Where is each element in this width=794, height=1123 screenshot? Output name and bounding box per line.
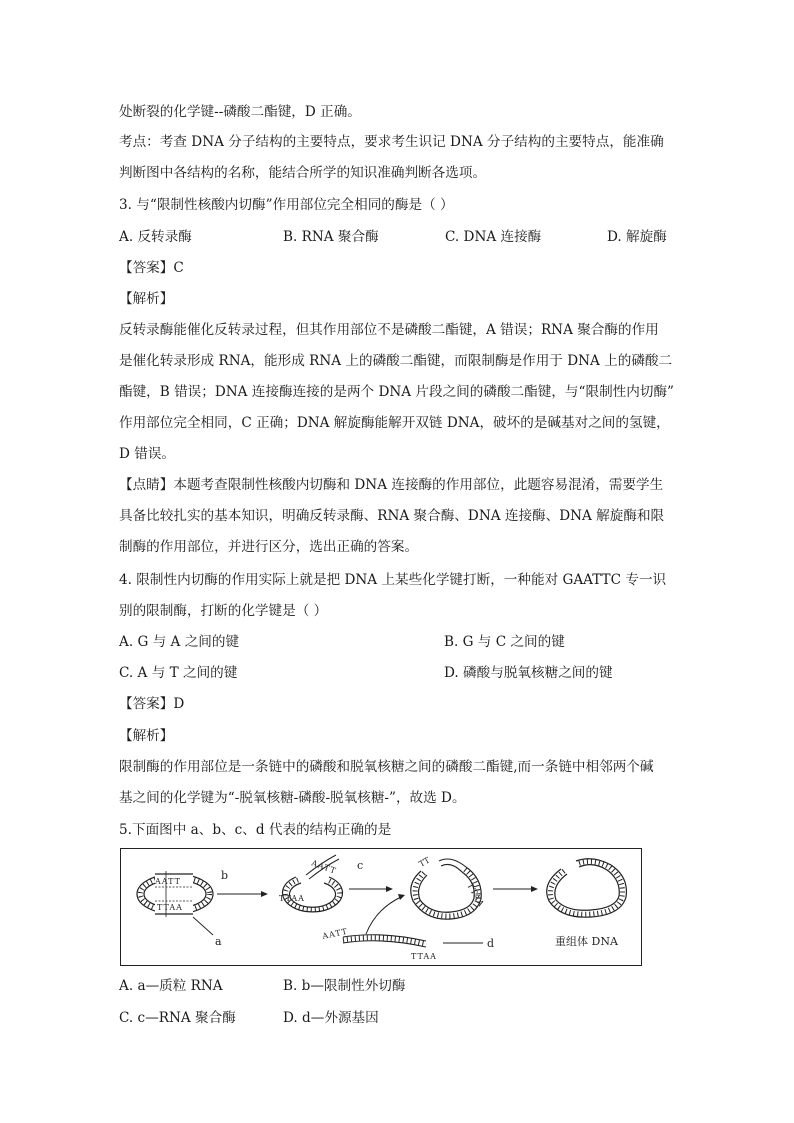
q5-option-d: D. d—外源基因 bbox=[283, 1010, 379, 1026]
label-d: d bbox=[487, 937, 495, 950]
q3-comment-line-1: 【点睛】本题考查限制性核酸内切酶和 DNA 连接酶的作用部位，此题容易混淆，需要学生 bbox=[119, 477, 664, 493]
plasmid-recombinant bbox=[547, 859, 627, 917]
q3-analysis-heading: 【解析】 bbox=[119, 291, 174, 307]
question-5-stem: 5.下面图中 a、b、c、d 代表的结构正确的是 bbox=[119, 822, 392, 838]
pointer-a bbox=[193, 917, 213, 935]
q5-option-b: B. b—限制性外切酶 bbox=[283, 978, 406, 994]
seq-bottom-2: TTAA bbox=[279, 894, 305, 903]
result-label: 重组体 DNA bbox=[555, 935, 618, 948]
q5-option-c: C. c—RNA 聚合酶 bbox=[119, 1010, 236, 1026]
q4-analysis-line-2: 基之间的化学键为“-脱氧核糖-磷酸-脱氧核糖-”，故选 D。 bbox=[119, 790, 466, 806]
arrow-fragment-join bbox=[366, 897, 401, 934]
q3-comment-line-3: 制酶的作用部位，并进行区分，选出正确的答案。 bbox=[119, 539, 419, 555]
question-3-stem: 3. 与“限制性核酸内切酶”作用部位完全相同的酶是（ ） bbox=[119, 197, 454, 213]
seq-loose-2: TT bbox=[417, 855, 432, 869]
seq-bottom-1: TTAA bbox=[157, 903, 183, 912]
text-line-3: 判断图中各结构的名称，能结合所学的知识准确判断各选项。 bbox=[119, 165, 487, 181]
q4-option-d: D. 磷酸与脱氧核糖之间的键 bbox=[444, 665, 613, 681]
q5-option-a: A. a—质粒 RNA bbox=[119, 978, 223, 994]
q3-analysis-line-5: D 错误。 bbox=[119, 446, 176, 462]
q3-option-c: C. DNA 连接酶 bbox=[445, 229, 542, 245]
seq-top-1: AATT bbox=[155, 877, 181, 886]
q4-analysis-line-1: 限制酶的作用部位是一条链中的磷酸和脱氧核糖之间的磷酸二酯键,而一条链中相邻两个碱 bbox=[119, 759, 654, 775]
seq-loose-3: TTAA bbox=[465, 881, 487, 909]
q3-analysis-line-1: 反转录酶能催化反转录过程，但其作用部位不是磷酸二酯键，A 错误；RNA 聚合酶的作用 bbox=[119, 322, 659, 338]
arrow-b-head bbox=[261, 891, 268, 897]
q4-answer: 【答案】D bbox=[119, 696, 185, 712]
q4-option-c: C. A 与 T 之间的键 bbox=[119, 665, 238, 681]
figure-svg bbox=[121, 849, 643, 967]
label-a: a bbox=[215, 935, 222, 948]
q3-analysis-line-4: 作用部位完全相同，C 正确；DNA 解旋酶能解开双链 DNA，破坏的是碱基对之间的氢键， bbox=[119, 415, 670, 431]
seq-bottom-fragment: TTAA bbox=[411, 952, 437, 961]
q4-option-a: A. G 与 A 之间的键 bbox=[119, 634, 240, 650]
q3-comment-line-2: 具备比较扎实的基本知识，明确反转录酶、RNA 聚合酶、DNA 连接酶、DNA 解旋酶和限 bbox=[119, 508, 665, 524]
recombinant-dna-figure bbox=[120, 848, 642, 966]
text-line-1: 处断裂的化学键--磷酸二酯键，D 正确。 bbox=[119, 104, 361, 120]
arrow-c-head bbox=[386, 886, 393, 892]
arrow-result-head bbox=[531, 886, 538, 892]
q4-analysis-heading: 【解析】 bbox=[119, 728, 174, 744]
label-c: c bbox=[357, 859, 364, 872]
q3-option-a: A. 反转录酶 bbox=[119, 229, 192, 245]
label-b: b bbox=[221, 869, 229, 882]
q3-analysis-line-2: 是催化转录形成 RNA，能形成 RNA 上的磷酸二酯键，而限制酶是作用于 DNA 上的磷酸二 bbox=[119, 353, 673, 369]
question-4-stem-1: 4. 限制性内切酶的作用实际上就是把 DNA 上某些化学键打断，一种能对 GAATTC 专一识 bbox=[119, 572, 667, 588]
seq-loose-1: AATT bbox=[310, 858, 338, 876]
q3-analysis-line-3: 酯键，B 错误；DNA 连接酶连接的是两个 DNA 片段之间的磷酸二酯键，与“限制性内切酶” bbox=[119, 384, 674, 400]
seq-top-fragment: AATT bbox=[321, 926, 349, 941]
q3-option-d: D. 解旋酶 bbox=[607, 229, 667, 245]
q4-option-b: B. G 与 C 之间的键 bbox=[444, 634, 565, 650]
question-4-stem-2: 别的限制酶，打断的化学键是（ ） bbox=[119, 603, 328, 619]
q3-option-b: B. RNA 聚合酶 bbox=[283, 229, 379, 245]
q3-answer: 【答案】C bbox=[119, 260, 184, 276]
text-line-2: 考点：考查 DNA 分子结构的主要特点，要求考生识记 DNA 分子结构的主要特点，能准确 bbox=[119, 134, 664, 150]
arrow-fragment-join-head bbox=[398, 894, 405, 900]
dna-fragment-d bbox=[343, 935, 426, 947]
